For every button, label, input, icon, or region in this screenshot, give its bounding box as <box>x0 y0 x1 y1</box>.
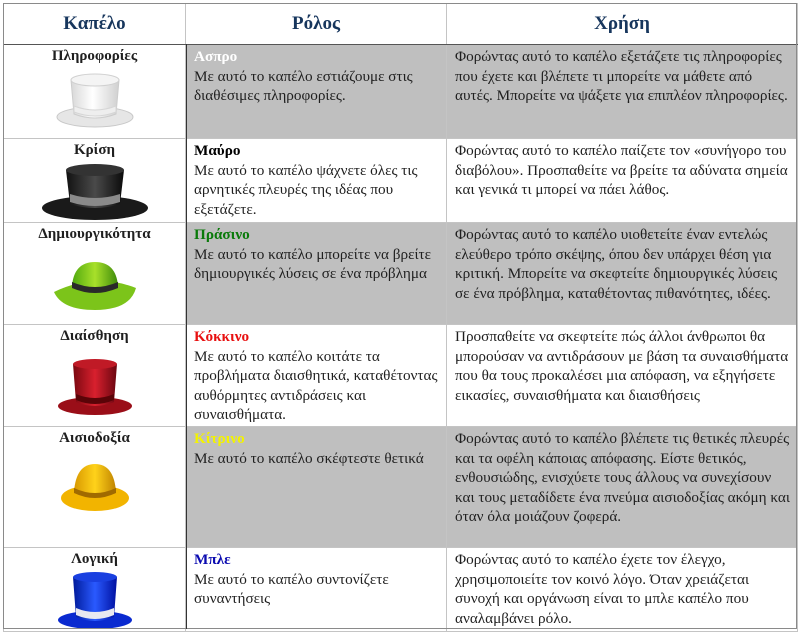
role-text: Με αυτό το καπέλο εστιάζουμε στις διαθέσιμες πληροφορίες. <box>194 67 413 105</box>
hat-cell <box>4 45 186 139</box>
column-divider <box>186 44 187 629</box>
header-use: Χρήση <box>447 4 798 45</box>
role-cell <box>186 548 447 632</box>
black-top-hat-icon <box>40 162 150 222</box>
role-title: Κόκκινο <box>194 328 250 345</box>
use-cell <box>447 139 798 223</box>
role-cell <box>186 139 447 223</box>
green-fedora-icon <box>50 252 140 314</box>
hat-name: Πληροφορίες <box>51 48 138 64</box>
use-text: Φορώντας αυτό το καπέλο εξετάζετε τις πληροφορίες που έχετε και βλέπετε τι μπορείτε να μάθετε από αυτές. Μπορείτε να ψάξετε για επιπλέον πληροφορίες. <box>455 48 788 105</box>
role-cell <box>186 325 447 427</box>
hat-cell <box>4 139 186 223</box>
role-title: Πράσινο <box>194 226 250 243</box>
role-text: Με αυτό το καπέλο συντονίζετε συναντήσεις <box>194 570 389 608</box>
use-text: Προσπαθείτε να σκεφτείτε πώς άλλοι άνθρωποι θα μπορούσαν να αντιδράσουν με βάση τα συναισθήματα που θα τους προκαλέσει μια απόφαση, να εξηγήσετε εικασίες, συναισθήματα και διαισθήσεις <box>455 328 789 404</box>
table-row <box>4 325 798 427</box>
role-cell <box>186 45 447 139</box>
hat-cell <box>4 427 186 548</box>
white-top-hat-icon <box>54 68 136 130</box>
role-text: Με αυτό το καπέλο ψάχνετε όλες τις αρνητικές πλευρές της ιδέας που εξετάζετε. <box>194 161 418 218</box>
six-hats-table <box>3 3 798 632</box>
role-text: Με αυτό το καπέλο σκέφτεστε θετικά <box>194 449 424 467</box>
use-cell <box>447 427 798 548</box>
use-cell <box>447 325 798 427</box>
hat-cell <box>4 548 186 632</box>
use-text: Φορώντας αυτό το καπέλο βλέπετε τις θετικές πλευρές και τα οφέλη κάποιας απόφασης. Είστε θετικός, ενθουσιώδης, ενισχύετε τους άλλους να συνεχίσουν και τους μεταδίδετε ένα πνεύμα αισιοδοξίας ακόμη και όταν όλα μοιάζουν ζοφερά. <box>455 430 790 526</box>
role-text: Με αυτό το καπέλο κοιτάτε τα προβλήματα διαισθητικά, καταθέτοντας αυθόρμητες αντιδράσεις και συναισθήματα. <box>194 347 438 424</box>
header-role: Ρόλος <box>186 4 447 45</box>
yellow-fedora-icon <box>58 456 132 514</box>
hat-cell <box>4 223 186 325</box>
use-text: Φορώντας αυτό το καπέλο έχετε τον έλεγχο, χρησιμοποιείτε τον κοινό λόγο. Όταν χρειάζεται συνοχή και οργάνωση είναι το μπλε καπέλο που αναλαμβάνει ρόλο. <box>455 551 750 627</box>
role-title: Μπλε <box>194 551 231 568</box>
role-title: Ασπρο <box>194 48 238 65</box>
hat-name: Δημιουργικότητα <box>38 226 151 242</box>
role-title: Μαύρο <box>194 142 241 159</box>
role-cell <box>186 427 447 548</box>
use-cell <box>447 548 798 632</box>
role-title: Κίτρινο <box>194 430 245 447</box>
role-text: Με αυτό το καπέλο μπορείτε να βρείτε δημιουργικές λύσεις σε ένα πρόβλημα <box>194 245 432 283</box>
hat-cell <box>4 325 186 427</box>
header-hat: Καπέλο <box>4 4 186 45</box>
use-cell <box>447 45 798 139</box>
table-row <box>4 548 798 632</box>
use-text: Φορώντας αυτό το καπέλο παίζετε τον «συνήγορο του διαβόλου». Προσπαθείτε να βρείτε τα αδύνατα σημεία και γενικά τι μπορεί να πάει λάθος. <box>455 142 788 199</box>
hat-name: Κρίση <box>73 142 116 158</box>
hat-name: Αισιοδοξία <box>59 430 130 446</box>
table-row <box>4 45 798 139</box>
table-row <box>4 223 798 325</box>
use-cell <box>447 223 798 325</box>
use-text: Φορώντας αυτό το καπέλο υιοθετείτε έναν εντελώς ελεύθερο τρόπο σκέψης, όπου δεν υπάρχει θέση για κριτική. Μπορείτε να σκεφτείτε δημιουργικές λύσεις σε ένα πρόβλημα, καταθέτοντας πιθανότητες, ιδέες. <box>455 226 778 302</box>
header-row <box>4 4 798 45</box>
red-top-hat-icon <box>55 354 135 418</box>
table-row <box>4 139 798 223</box>
role-cell <box>186 223 447 325</box>
blue-top-hat-icon <box>55 571 135 631</box>
hat-name: Διαίσθηση <box>60 328 129 344</box>
table-row <box>4 427 798 548</box>
hat-name: Λογική <box>71 551 118 567</box>
